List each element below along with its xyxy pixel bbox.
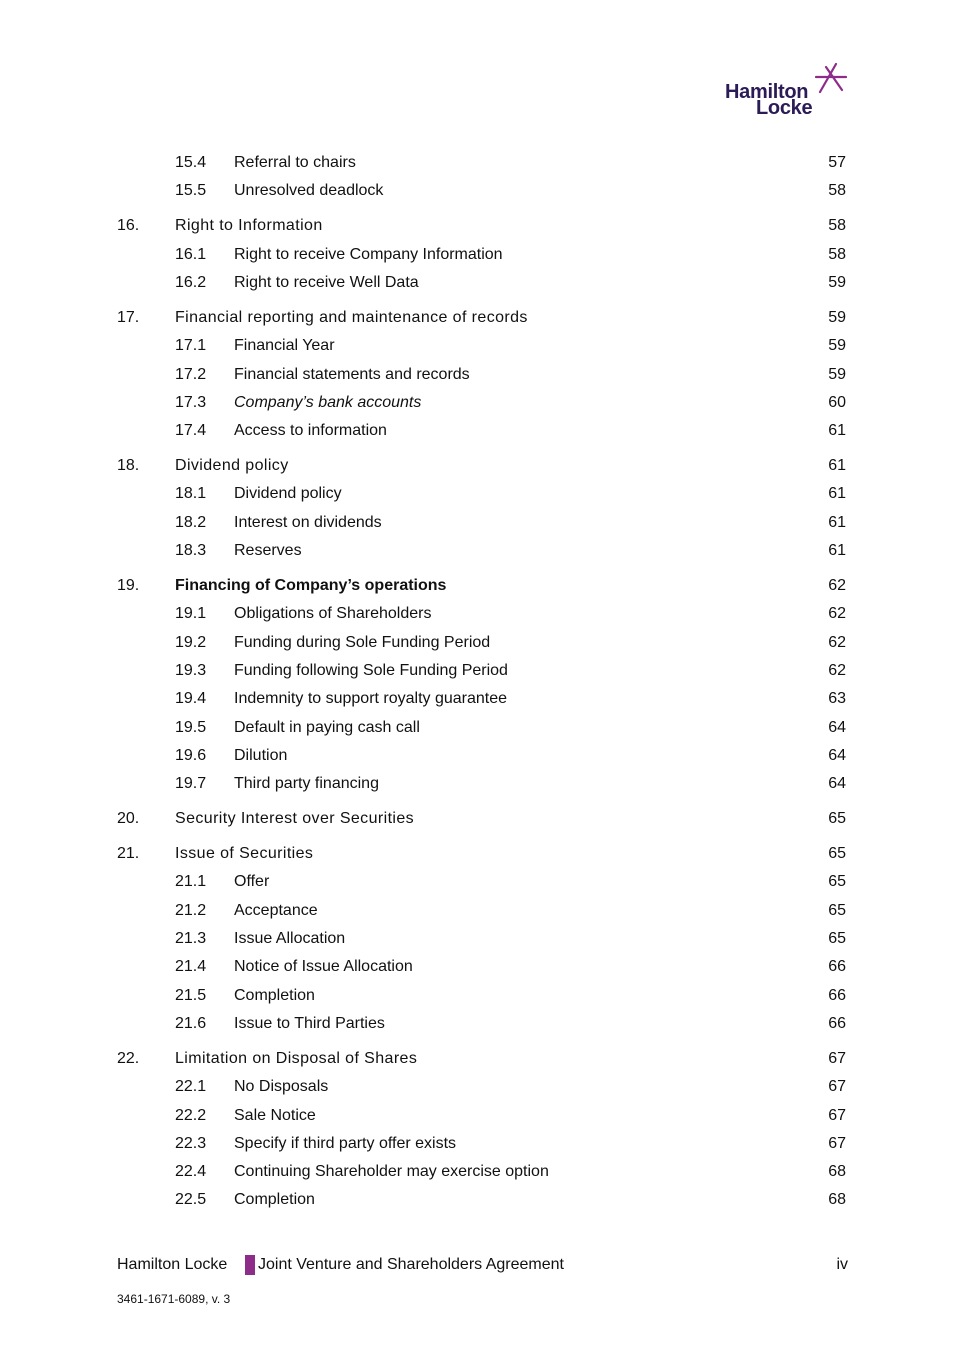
toc-title: Unresolved deadlock [234, 182, 384, 200]
toc-number: 19.2 [175, 633, 207, 651]
logo-line-2: Locke [756, 97, 813, 119]
toc-number: 21.2 [175, 901, 207, 919]
toc-number: 17.2 [175, 365, 207, 383]
toc-page-number: 61 [828, 542, 846, 559]
toc-page-number: 59 [828, 308, 846, 326]
toc-page-number: 57 [828, 154, 846, 171]
toc-title: Issue Allocation [234, 930, 346, 947]
toc-title: Reserves [234, 542, 302, 559]
toc-page-number: 65 [828, 810, 846, 828]
footer-accent-bar [245, 1255, 255, 1275]
toc-number: 20. [117, 810, 140, 828]
toc-number: 22.4 [175, 1163, 207, 1181]
toc-number: 21.5 [175, 986, 207, 1004]
toc-number: 18. [117, 457, 140, 475]
toc-section-row [0, 307, 965, 329]
logo-line-1: Hamilton [725, 81, 809, 103]
toc-subsection-row [0, 1013, 965, 1035]
footer-document-title: Joint Venture and Shareholders Agreement [258, 1256, 564, 1273]
toc-subsection-row [0, 420, 965, 442]
toc-title: Right to Information [175, 217, 323, 235]
toc-page-number: 62 [828, 605, 846, 623]
toc-number: 19. [117, 577, 140, 594]
toc-page-number: 67 [828, 1134, 846, 1152]
toc-page-number: 62 [828, 577, 846, 594]
toc-subsection-row [0, 660, 965, 682]
toc-subsection-row [0, 745, 965, 767]
toc-number: 15.4 [175, 154, 207, 171]
toc-title: Right to receive Company Information [234, 245, 503, 263]
toc-subsection-row [0, 956, 965, 978]
toc-title: Financing of Company’s operations [175, 577, 447, 594]
toc-title: No Disposals [234, 1078, 329, 1096]
toc-title: Funding during Sole Funding Period [234, 633, 491, 651]
toc-page-number: 66 [828, 986, 846, 1004]
toc-title: Completion [234, 986, 315, 1004]
toc-page-number: 66 [828, 1014, 846, 1032]
toc-page-number: 59 [828, 365, 846, 383]
toc-number: 21.4 [175, 958, 207, 976]
toc-subsection-row [0, 1189, 965, 1211]
toc-section-row [0, 455, 965, 477]
toc-title: Default in paying cash call [234, 718, 420, 736]
document-id: 3461-1671-6089, v. 3 [117, 1292, 231, 1306]
toc-number: 21.3 [175, 930, 207, 947]
toc-number: 17.3 [175, 393, 207, 411]
toc-title: Sale Notice [234, 1106, 316, 1124]
toc-section-row [0, 215, 965, 237]
toc-section-row [0, 1048, 965, 1070]
toc-subsection-row [0, 512, 965, 534]
toc-page-number: 67 [828, 1078, 846, 1096]
toc-subsection-row [0, 632, 965, 654]
toc-subsection-row [0, 1076, 965, 1098]
toc-number: 16.2 [175, 273, 207, 291]
logo-star-icon [814, 62, 848, 96]
toc-title: Third party financing [234, 775, 379, 793]
toc-section-row [0, 575, 965, 597]
toc-title: Indemnity to support royalty guarantee [234, 690, 508, 708]
toc-subsection-row [0, 1105, 965, 1127]
toc-title: Financial Year [234, 337, 335, 355]
toc-number: 22.1 [175, 1078, 207, 1096]
toc-page-number: 62 [828, 633, 846, 651]
toc-title: Continuing Shareholder may exercise option [234, 1163, 549, 1181]
toc-title: Company’s bank accounts [234, 393, 422, 411]
toc-number: 22.2 [175, 1106, 207, 1124]
toc-page-number: 61 [828, 422, 846, 440]
toc-number: 19.3 [175, 661, 207, 679]
toc-subsection-row [0, 540, 965, 562]
toc-title: Financial reporting and maintenance of records [175, 308, 528, 326]
toc-number: 19.5 [175, 718, 207, 736]
toc-page-number: 64 [828, 746, 846, 764]
toc-number: 22.3 [175, 1134, 207, 1152]
toc-title: Completion [234, 1191, 315, 1209]
toc-subsection-row [0, 335, 965, 357]
toc-page-number: 65 [828, 930, 846, 947]
toc-title: Interest on dividends [234, 513, 382, 531]
toc-subsection-row [0, 180, 965, 202]
toc-subsection-row [0, 364, 965, 386]
toc-page-number: 64 [828, 718, 846, 736]
toc-title: Dividend policy [175, 457, 289, 475]
toc-number: 19.6 [175, 746, 207, 764]
toc-subsection-row [0, 483, 965, 505]
toc-number: 22. [117, 1049, 140, 1067]
toc-page-number: 58 [828, 182, 846, 200]
toc-page-number: 63 [828, 690, 846, 708]
page-footer [0, 1253, 965, 1277]
toc-number: 18.2 [175, 513, 207, 531]
toc-subsection-row [0, 244, 965, 266]
toc-page-number: 66 [828, 958, 846, 976]
toc-number: 16.1 [175, 245, 207, 263]
toc-subsection-row [0, 773, 965, 795]
toc-title: Notice of Issue Allocation [234, 958, 413, 976]
toc-title: Issue to Third Parties [234, 1014, 385, 1032]
toc-number: 19.4 [175, 690, 207, 708]
toc-number: 21. [117, 845, 140, 863]
toc-page-number: 58 [828, 245, 846, 263]
toc-number: 18.1 [175, 485, 207, 503]
toc-subsection-row [0, 152, 965, 174]
hamilton-locke-logo [722, 62, 852, 122]
toc-page-number: 67 [828, 1049, 846, 1067]
toc-title: Obligations of Shareholders [234, 605, 432, 623]
toc-number: 18.3 [175, 542, 207, 559]
toc-page-number: 65 [828, 873, 846, 891]
toc-subsection-row [0, 688, 965, 710]
toc-page-number: 58 [828, 217, 846, 235]
toc-number: 17.4 [175, 422, 207, 440]
toc-number: 21.1 [175, 873, 207, 891]
toc-title: Funding following Sole Funding Period [234, 661, 508, 679]
toc-subsection-row [0, 1161, 965, 1183]
toc-title: Issue of Securities [175, 845, 314, 863]
toc-section-row [0, 843, 965, 865]
toc-title: Limitation on Disposal of Shares [175, 1049, 418, 1067]
toc-title: Specify if third party offer exists [234, 1134, 457, 1152]
toc-title: Financial statements and records [234, 365, 470, 383]
toc-page-number: 61 [828, 485, 846, 503]
toc-page-number: 61 [828, 513, 846, 531]
toc-subsection-row [0, 1133, 965, 1155]
toc-number: 16. [117, 217, 140, 235]
toc-page-number: 61 [828, 457, 846, 475]
toc-title: Security Interest over Securities [175, 810, 415, 828]
toc-title: Referral to chairs [234, 154, 356, 171]
toc-title: Offer [234, 873, 270, 891]
toc-page-number: 60 [828, 393, 846, 411]
toc-page-number: 64 [828, 775, 846, 793]
toc-subsection-row [0, 603, 965, 625]
toc-page-number: 59 [828, 273, 846, 291]
toc-subsection-row [0, 871, 965, 893]
footer-firm-name: Hamilton Locke [117, 1256, 228, 1273]
toc-number: 17. [117, 308, 140, 326]
toc-subsection-row [0, 900, 965, 922]
toc-page-number: 68 [828, 1163, 846, 1181]
toc-page-number: 65 [828, 845, 846, 863]
toc-page-number: 67 [828, 1106, 846, 1124]
toc-page-number: 68 [828, 1191, 846, 1209]
toc-number: 19.1 [175, 605, 207, 623]
toc-title: Acceptance [234, 901, 318, 919]
toc-number: 17.1 [175, 337, 207, 355]
toc-title: Access to information [234, 422, 387, 440]
toc-subsection-row [0, 985, 965, 1007]
toc-title: Dividend policy [234, 485, 342, 503]
toc-subsection-row [0, 272, 965, 294]
toc-subsection-row [0, 717, 965, 739]
toc-number: 15.5 [175, 182, 207, 200]
toc-subsection-row [0, 392, 965, 414]
toc-title: Right to receive Well Data [234, 273, 419, 291]
toc-title: Dilution [234, 746, 288, 764]
toc-number: 21.6 [175, 1014, 207, 1032]
toc-number: 19.7 [175, 775, 207, 793]
toc-page-number: 59 [828, 337, 846, 355]
toc-page-number: 65 [828, 901, 846, 919]
footer-page-number: iv [836, 1256, 848, 1273]
toc-page-number: 62 [828, 661, 846, 679]
toc-section-row [0, 808, 965, 830]
toc-number: 22.5 [175, 1191, 207, 1209]
toc-subsection-row [0, 928, 965, 950]
